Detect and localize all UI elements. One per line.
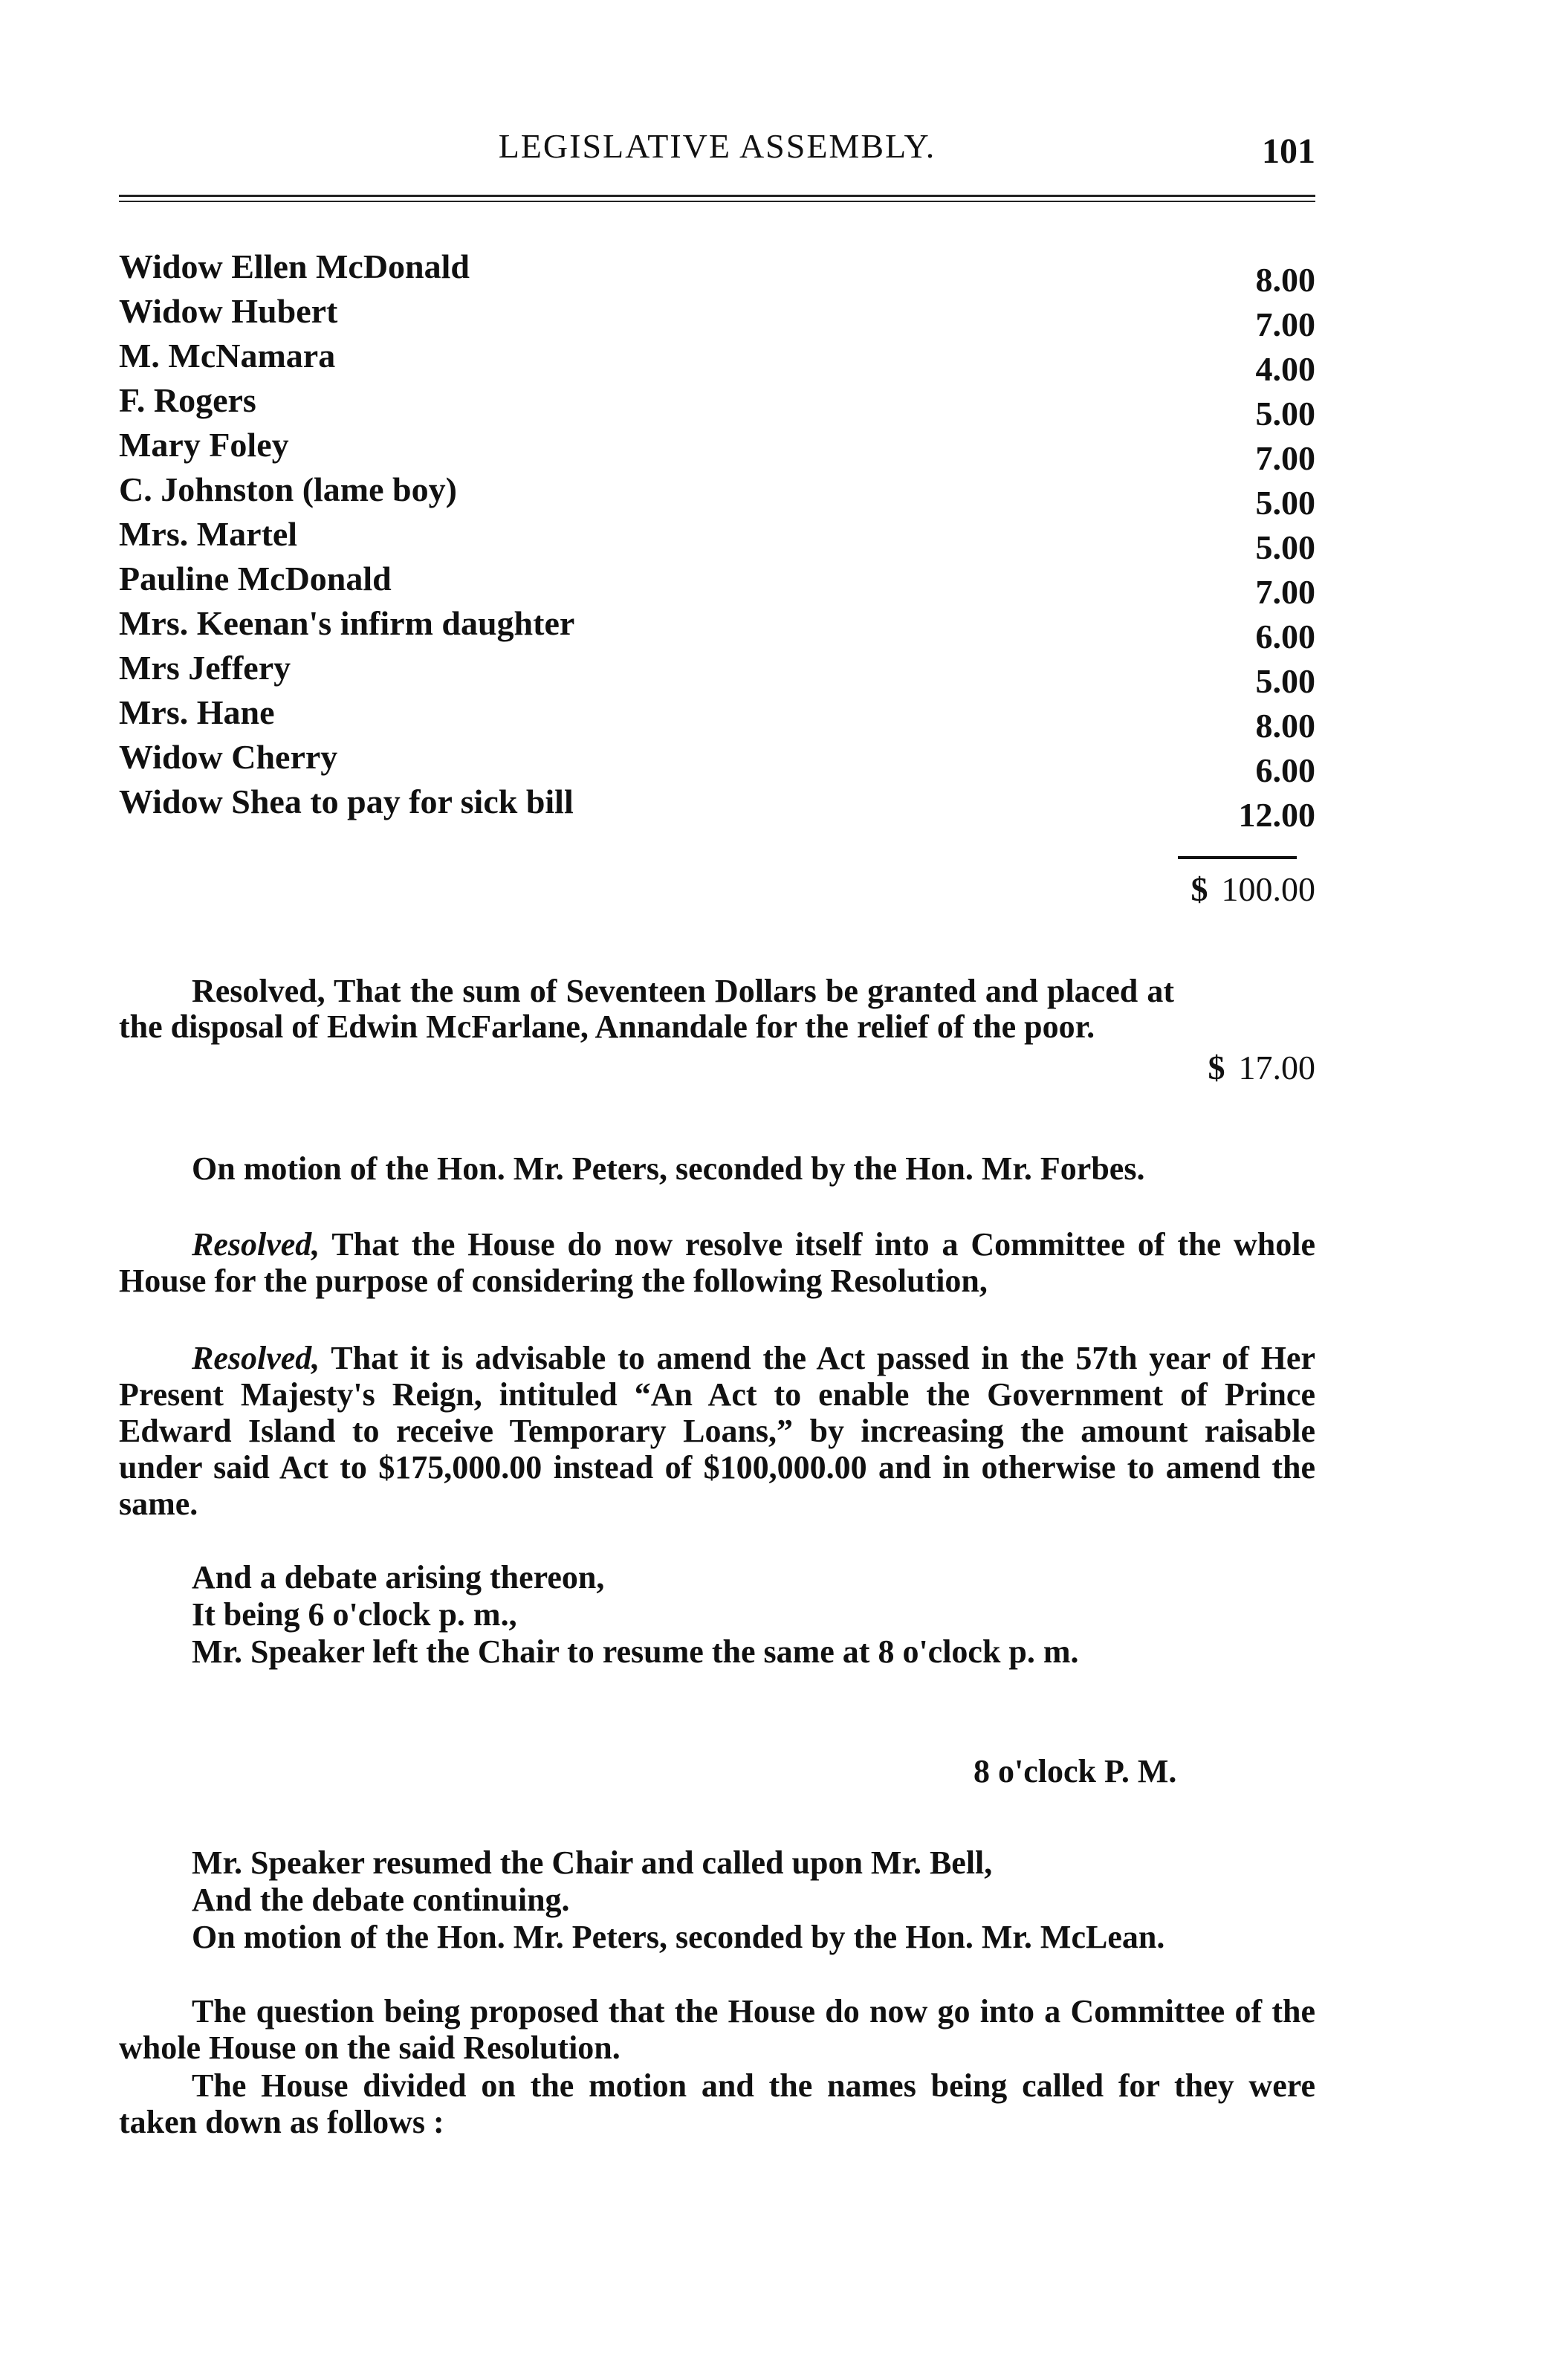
list-item-name: Mrs. Keenan's infirm daughter — [119, 604, 575, 642]
list-item — [119, 470, 1315, 522]
list-item-name: Mrs. Martel — [119, 515, 298, 553]
list-item-name: Mary Foley — [119, 426, 289, 464]
list-item-name: F. Rogers — [119, 381, 256, 419]
question-text: The question being proposed that the House do now go into a Committee of the whole House on the said Resolution. — [119, 1993, 1315, 2066]
list-item-name: M. McNamara — [119, 337, 336, 375]
sum-rule — [1178, 856, 1297, 859]
committee-text: That the House do now resolve itself into a Committee of the whole House for the purpose of considering the following Resolution, — [119, 1226, 1315, 1299]
grant-amount — [1208, 1048, 1316, 1087]
motion-text: On motion of the Hon. Mr. Peters, seconded by the Hon. Mr. McLean. — [192, 1919, 1165, 1955]
motion-text: On motion of the Hon. Mr. Peters, seconded by the Hon. Mr. Forbes. — [192, 1150, 1145, 1187]
total-amount: 100.00 — [1221, 870, 1315, 908]
list-item-name: Widow Hubert — [119, 292, 338, 330]
list-item — [119, 514, 1315, 566]
list-item-name: Mrs Jeffery — [119, 649, 291, 687]
list-item-amount: 8.00 — [1255, 261, 1315, 299]
grant-resolution — [119, 974, 1174, 1045]
motion-paragraph — [119, 1919, 1315, 1955]
list-item-amount: 7.00 — [1255, 573, 1315, 611]
division-text: The House divided on the motion and the names being called for they were taken down as follows : — [119, 2067, 1315, 2140]
list-item-amount: 4.00 — [1255, 350, 1315, 388]
list-item-amount: 5.00 — [1255, 395, 1315, 433]
grant-lead: Resolved, — [192, 973, 325, 1009]
amend-resolution — [119, 1340, 1315, 1522]
list-item-name: C. Johnston (lame boy) — [119, 470, 457, 508]
list-item-amount: 6.00 — [1255, 618, 1315, 655]
list-item — [119, 425, 1315, 477]
list-total — [1191, 869, 1316, 909]
list-item — [119, 737, 1315, 789]
time-heading: 8 o'clock P. M. — [973, 1753, 1177, 1789]
list-item-amount: 5.00 — [1255, 528, 1315, 566]
evening-line: And the debate continuing. — [192, 1882, 570, 1918]
page-number: 101 — [1262, 132, 1315, 171]
list-item-name: Mrs. Hane — [119, 693, 275, 731]
list-item-amount: 5.00 — [1255, 662, 1315, 700]
list-item-name: Widow Shea to pay for sick bill — [119, 783, 574, 820]
list-item — [119, 336, 1315, 388]
committee-resolution — [119, 1226, 1315, 1299]
list-item — [119, 648, 1315, 700]
debate-line: And a debate arising thereon, — [192, 1559, 605, 1596]
header-rule — [119, 195, 1315, 202]
list-item — [119, 291, 1315, 343]
list-item — [119, 247, 1315, 299]
list-item-amount: 12.00 — [1238, 796, 1315, 834]
list-item-name: Widow Cherry — [119, 738, 338, 776]
running-title: LEGISLATIVE ASSEMBLY. — [498, 127, 936, 165]
list-item-amount: 7.00 — [1255, 439, 1315, 477]
grant-currency: $ — [1208, 1049, 1225, 1086]
grant-amount-value: 17.00 — [1238, 1049, 1315, 1086]
question-paragraph — [119, 1993, 1315, 2066]
division-paragraph — [119, 2067, 1315, 2140]
list-item — [119, 380, 1315, 433]
list-item — [119, 782, 1315, 834]
debate-line: It being 6 o'clock p. m., — [192, 1596, 517, 1633]
debate-line: Mr. Speaker left the Chair to resume the same at 8 o'clock p. m. — [192, 1633, 1079, 1670]
grant-text: That the sum of Seventeen Dollars be granted and placed at the disposal of Edwin McFarlane, Annandale for the relief of the poor. — [119, 973, 1174, 1045]
running-head — [119, 126, 1315, 178]
amend-text: That it is advisable to amend the Act passed in the 57th year of Her Present Majesty's Reign, intituled “An Act to enable the Government of Prince Edward Island to receive Temporary Loans,” by increasing the amount raisable under said Act to $175,000.00 instead of $100,000.00 and in otherwise to amend the same. — [119, 1340, 1315, 1522]
motion-paragraph — [119, 1150, 1315, 1187]
relief-list — [119, 247, 1315, 834]
list-item-name: Pauline McDonald — [119, 560, 392, 597]
total-currency: $ — [1190, 870, 1208, 908]
list-item — [119, 603, 1315, 655]
list-item — [119, 693, 1315, 745]
list-item — [119, 559, 1315, 611]
list-item-amount: 5.00 — [1255, 484, 1315, 522]
list-item-amount: 8.00 — [1255, 707, 1315, 745]
list-item-name: Widow Ellen McDonald — [119, 247, 470, 285]
list-item-amount: 6.00 — [1255, 751, 1315, 789]
committee-lead: Resolved, — [192, 1226, 320, 1263]
list-item-amount: 7.00 — [1255, 305, 1315, 343]
amend-lead: Resolved, — [192, 1340, 320, 1376]
evening-line: Mr. Speaker resumed the Chair and called upon Mr. Bell, — [192, 1844, 993, 1881]
